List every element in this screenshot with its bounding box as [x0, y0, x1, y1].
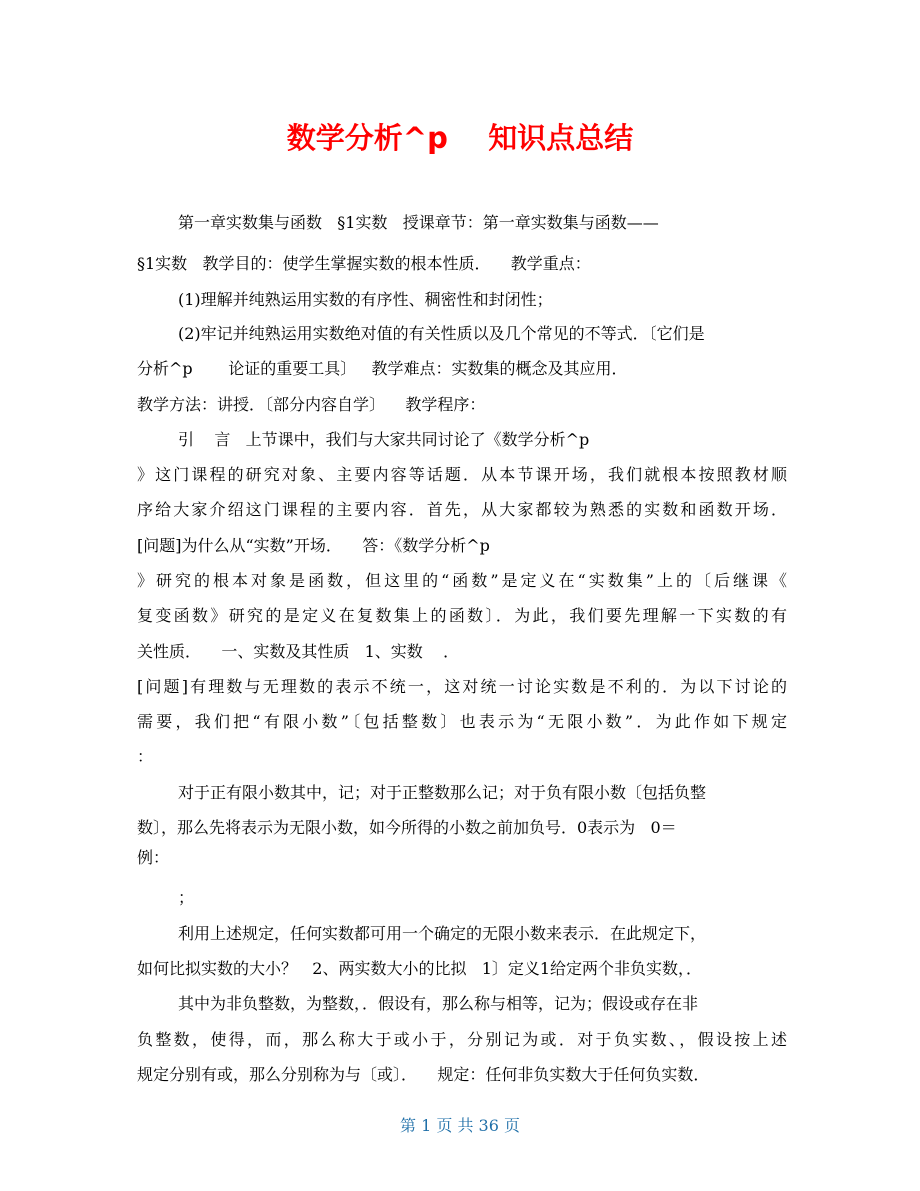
- text-line: 序给大家介绍这门课程的主要内容．首先，从大家都较为熟悉的实数和函数开场．: [137, 500, 787, 519]
- text-line: 分析^p 论证的重要工具〕 教学难点：实数集的概念及其应用．: [137, 359, 628, 378]
- text-line: §1实数 教学目的：使学生掌握实数的根本性质． 教学重点：: [137, 254, 591, 273]
- text-line: 复变函数》研究的是定义在复数集上的函数〕．为此，我们要先理解一下实数的有: [137, 606, 787, 625]
- text-line: [问题]为什么从“实数”开场． 答：《数学分析^p: [137, 536, 490, 555]
- text-line: 需要，我们把“有限小数”〔包括整数〕也表示为“无限小数”．为此作如下规定: [137, 712, 787, 731]
- text-line: (2)牢记并纯熟运用实数绝对值的有关性质以及几个常见的不等式．〔它们是: [178, 324, 705, 343]
- text-line: 对于正有限小数其中，记；对于正整数那么记；对于负有限小数〔包括负整: [178, 783, 707, 802]
- text-line: 例：: [137, 848, 170, 867]
- text-line: 数〕，那么先将表示为无限小数，如今所得的小数之前加负号．0表示为 0＝: [137, 818, 677, 837]
- text-line: ；: [178, 888, 195, 907]
- text-line: 教学方法：讲授．〔部分内容自学〕 教学程序：: [137, 395, 486, 414]
- text-line: 其中为非负整数，为整数，．假设有，那么称与相等，记为；假设或存在非: [178, 994, 699, 1013]
- page-number-footer: 第 1 页 共 36 页: [400, 1116, 520, 1135]
- text-line: 利用上述规定，任何实数都可用一个确定的无限小数来表示．在此规定下，: [178, 924, 707, 943]
- text-line: (1)理解并纯熟运用实数的有序性、稠密性和封闭性；: [178, 290, 553, 309]
- text-line: 负整数，使得，而，那么称大于或小于，分别记为或．对于负实数、，假设按上述: [137, 1030, 787, 1049]
- text-line: 》这门课程的研究对象、主要内容等话题．从本节课开场，我们就根本按照教材顺: [137, 465, 787, 484]
- text-line: ：: [137, 747, 154, 766]
- text-line: 规定分别有或，那么分别称为与〔或〕． 规定：任何非负实数大于任何负实数．: [137, 1065, 710, 1084]
- text-line: 》研究的根本对象是函数，但这里的“函数”是定义在“实数集”上的〔后继课《: [137, 571, 787, 590]
- text-line: [问题]有理数与无理数的表示不统一，这对统一讨论实数是不利的．为以下讨论的: [137, 677, 787, 696]
- page-title: 数学分析^p 知识点总结: [286, 121, 634, 155]
- text-line: 引 言 上节课中，我们与大家共同讨论了《数学分析^p: [178, 430, 590, 449]
- text-line: 关性质． 一、实数及其性质 1、实数 ．: [137, 642, 460, 661]
- text-line: 第一章实数集与函数 §1实数 授课章节：第一章实数集与函数——: [178, 213, 659, 232]
- text-line: 如何比拟实数的大小？ 2、两实数大小的比拟 1〕定义1给定两个非负实数，．: [137, 959, 703, 978]
